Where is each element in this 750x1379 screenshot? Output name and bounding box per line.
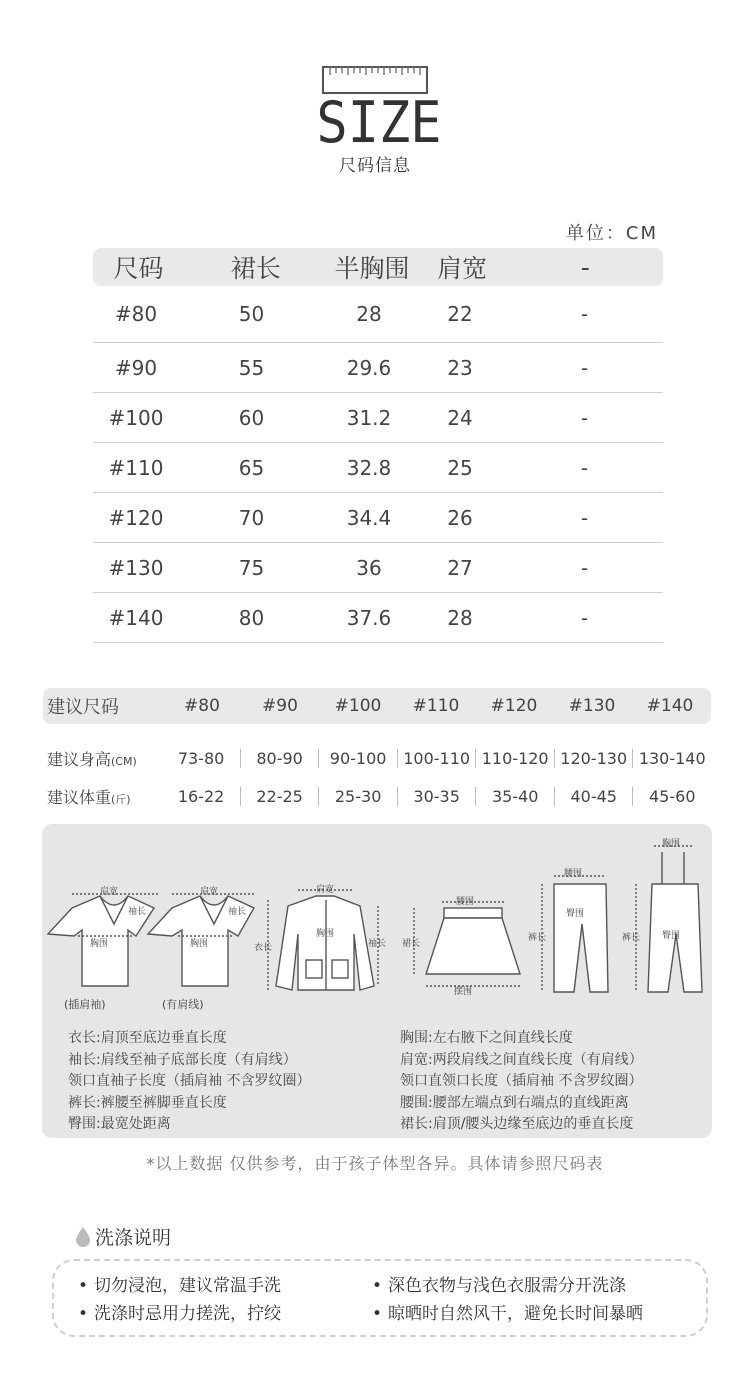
label-chest-2: 胸围 (190, 939, 209, 949)
note-item: 衣长:肩顶至底边垂直长度 (68, 1030, 227, 1046)
label-pants-length-2: 裤长 (622, 933, 641, 943)
size-subtitle: 尺码信息 (339, 156, 411, 176)
note-item: 领口直领口长度（插肩袖 不含罗纹圈） (400, 1073, 643, 1089)
label-chest-3: 胸围 (316, 929, 335, 939)
recommend-size: #110 (412, 696, 460, 716)
weight-value: 35-40 (476, 787, 555, 806)
cell-skirt-length: 50 (238, 302, 265, 326)
cell-skirt-length: 55 (238, 355, 265, 380)
cell-shoulder: 22 (447, 302, 473, 326)
cell-half-chest: 37.6 (346, 605, 392, 630)
overalls-icon (622, 838, 702, 992)
cell-extra: - (580, 455, 589, 480)
measurement-guide-panel (42, 824, 712, 1138)
cell-shoulder: 25 (447, 455, 473, 480)
label-sleeve-3: 袖长 (368, 939, 387, 949)
label-raglan: (插肩袖) (64, 998, 106, 1011)
cell-size: #110 (108, 455, 164, 480)
header-cell-extra: - (580, 252, 590, 282)
cell-shoulder: 26 (447, 505, 473, 530)
weight-label (43, 785, 162, 808)
size-title-art (316, 88, 442, 156)
pants-icon (528, 868, 608, 992)
note-item: 裤长:裤腰至裤脚垂直长度 (68, 1094, 227, 1111)
note-item: 裙长:肩顶/腰头边缘至底边的垂直长度 (400, 1116, 634, 1132)
cell-size: #130 (108, 555, 164, 580)
table-row (93, 493, 663, 543)
label-hem: 摆围 (454, 987, 473, 997)
size-table (93, 248, 663, 643)
recommend-size: #120 (490, 696, 538, 716)
recommend-size: #80 (184, 696, 220, 716)
height-value: 130-140 (638, 748, 706, 768)
label-shoulder-2: 肩宽 (200, 887, 219, 897)
table-row (93, 543, 663, 593)
note-item: 胸围:左右腋下之间直线长度 (400, 1030, 573, 1046)
label-sleeve-1: 袖长 (128, 907, 147, 917)
cell-shoulder: 28 (447, 605, 473, 630)
skirt-icon (402, 896, 520, 997)
notes-right (400, 1028, 643, 1136)
recommend-table (43, 688, 711, 815)
recommend-height-row (43, 739, 711, 777)
label-set-in: (有肩线) (162, 998, 204, 1011)
label-skirt-length: 裙长 (402, 939, 421, 949)
recommend-size-label: 建议尺码 (47, 697, 119, 718)
recommend-size: #100 (334, 696, 382, 716)
weight-value: 25-30 (319, 787, 398, 806)
label-length: 衣长 (254, 943, 273, 953)
cell-size: #100 (108, 405, 164, 430)
cell-half-chest: 36 (356, 555, 382, 580)
label-chest-1: 胸围 (90, 939, 109, 949)
table-row (93, 286, 663, 343)
cell-extra: - (580, 555, 589, 580)
note-item: 肩宽:两段肩线之间直线长度（有肩线） (400, 1051, 643, 1068)
unit-label: 单位：CM (565, 223, 658, 244)
height-value: 100-110 (398, 749, 477, 768)
water-drop-icon (75, 1226, 91, 1248)
label-shoulder-1: 肩宽 (100, 887, 119, 897)
label-waist-1: 腰围 (456, 897, 475, 907)
weight-value: 45-60 (649, 786, 696, 806)
cell-skirt-length: 70 (238, 505, 265, 530)
cell-half-chest: 31.2 (346, 405, 392, 430)
label-hip-1: 臀围 (566, 909, 585, 919)
height-label (43, 747, 162, 770)
jacket-icon (254, 883, 386, 990)
header-cell-shoulder: 肩宽 (437, 254, 488, 283)
size-table-header (93, 248, 663, 286)
cell-half-chest: 32.8 (346, 455, 392, 480)
height-label-text: 建议身高 (47, 749, 112, 769)
cell-extra: - (580, 505, 589, 530)
cell-shoulder: 23 (447, 355, 473, 380)
height-value: 110-120 (476, 749, 555, 768)
wash-item: • 深色衣物与浅色衣服需分开洗涤 (372, 1271, 626, 1296)
recommend-size: #130 (568, 696, 616, 716)
label-shoulder-3: 肩宽 (316, 885, 335, 895)
cell-extra: - (580, 355, 589, 380)
size-title (316, 88, 442, 156)
disclaimer: *以上数据 仅供参考，由于孩子体型各异。具体请参照尺码表 (146, 1154, 604, 1173)
recommend-size: #140 (646, 696, 694, 716)
wash-item: • 切勿浸泡，建议常温手洗 (78, 1271, 281, 1296)
note-item: 腰围:腰部左端点到右端点的直线距离 (400, 1094, 629, 1111)
note-item: 领口直袖子长度（插肩袖 不含罗纹圈） (68, 1073, 311, 1089)
cell-size: #80 (114, 302, 158, 326)
wash-item: • 洗涤时忌用力搓洗，拧绞 (78, 1299, 281, 1324)
cell-half-chest: 29.6 (346, 355, 392, 380)
cell-half-chest: 34.4 (346, 505, 392, 530)
cell-skirt-length: 65 (238, 455, 265, 480)
cell-skirt-length: 60 (238, 405, 265, 430)
cell-shoulder: 24 (447, 405, 473, 430)
cell-size: #140 (108, 605, 164, 630)
weight-value: 40-45 (555, 787, 634, 806)
notes-left (68, 1028, 310, 1136)
cell-size: #120 (108, 505, 164, 530)
note-item: 袖长:肩线至袖子底部长度（有肩线） (68, 1051, 297, 1068)
garment-diagrams (42, 824, 712, 1024)
label-waist-2: 腰围 (564, 869, 583, 879)
height-value: 90-100 (319, 749, 398, 768)
table-row (93, 393, 663, 443)
table-row (93, 343, 663, 393)
svg-text:SIZE: SIZE (316, 88, 442, 156)
label-hip-2: 臀围 (662, 931, 681, 941)
weight-value: 22-25 (241, 787, 320, 806)
note-item: 臀围:最宽处距离 (68, 1116, 171, 1132)
header-cell-size: 尺码 (113, 254, 164, 283)
cell-skirt-length: 75 (238, 555, 265, 580)
cell-size: #90 (114, 355, 158, 380)
label-chest-4: 胸围 (662, 839, 681, 849)
wash-instructions-box (52, 1259, 708, 1337)
label-pants-length-1: 裤长 (528, 933, 547, 943)
weight-value: 16-22 (162, 787, 241, 806)
label-sleeve-2: 袖长 (228, 907, 247, 917)
weight-value: 30-35 (398, 787, 477, 806)
table-row (93, 443, 663, 493)
cell-extra: - (580, 302, 589, 326)
height-unit: (CM) (111, 754, 137, 768)
cell-half-chest: 28 (356, 302, 382, 326)
recommend-size: #90 (262, 696, 298, 716)
height-value: 80-90 (241, 749, 320, 768)
recommend-header (43, 688, 711, 724)
weight-unit: (斤) (111, 792, 131, 806)
cell-skirt-length: 80 (238, 605, 265, 630)
setin-tshirt-icon (148, 885, 254, 1011)
height-value: 73-80 (162, 749, 241, 768)
cell-shoulder: 27 (447, 555, 473, 580)
cell-extra: - (580, 605, 589, 630)
header-cell-skirt-length: 裙长 (230, 254, 281, 283)
cell-extra: - (580, 405, 589, 430)
wash-section-title (75, 1223, 171, 1250)
raglan-tshirt-icon (48, 885, 158, 1011)
height-value: 120-130 (555, 749, 634, 768)
table-row (93, 593, 663, 643)
wash-title-text: 洗涤说明 (95, 1227, 172, 1249)
wash-item: • 晾晒时自然风干，避免长时间暴晒 (372, 1299, 643, 1324)
weight-label-text: 建议体重 (47, 787, 112, 807)
recommend-weight-row (43, 777, 711, 815)
header-cell-half-chest: 半胸围 (334, 254, 410, 283)
